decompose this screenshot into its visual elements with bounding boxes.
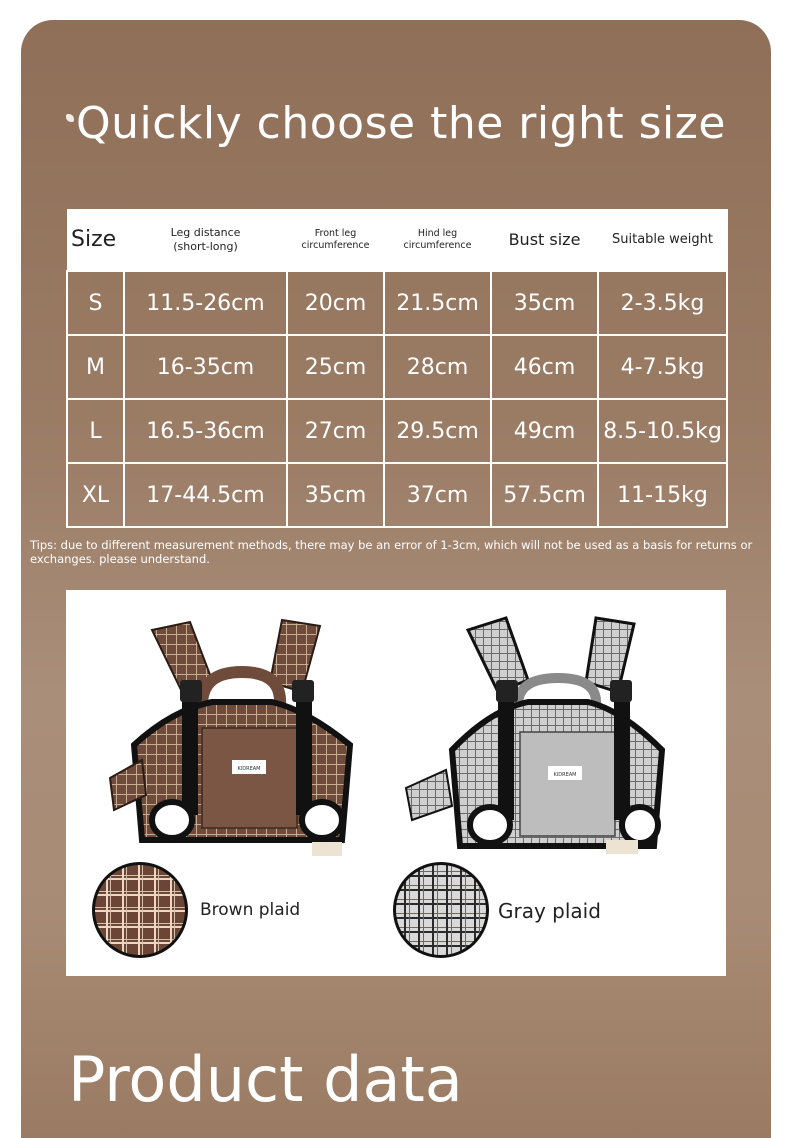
product-photo <box>66 590 726 976</box>
cell-hind: 28cm <box>384 335 491 399</box>
header-front-leg <box>287 209 384 271</box>
cell-size: L <box>67 399 124 463</box>
cell-bust: 35cm <box>491 271 598 335</box>
brown-plaid-label: Brown plaid <box>200 900 301 920</box>
section-title: Product data <box>68 1043 463 1116</box>
table-row <box>67 271 727 335</box>
header-front-leg-line1: Front leg <box>314 227 357 239</box>
header-bust: Bust size <box>491 209 598 271</box>
cell-weight: 4-7.5kg <box>598 335 727 399</box>
header-hind-leg-line2: circumference <box>403 239 472 251</box>
cell-weight: 11-15kg <box>598 463 727 527</box>
cell-size: M <box>67 335 124 399</box>
cell-bust: 46cm <box>491 335 598 399</box>
cell-leg: 16.5-36cm <box>124 399 287 463</box>
cell-size: XL <box>67 463 124 527</box>
title-bullet-icon <box>66 114 74 122</box>
table-row <box>67 399 727 463</box>
page-title: Quickly choose the right size <box>76 98 726 149</box>
table-row <box>67 463 727 527</box>
cell-front: 27cm <box>287 399 384 463</box>
header-weight: Suitable weight <box>598 209 727 271</box>
cell-front: 25cm <box>287 335 384 399</box>
gray-plaid-label: Gray plaid <box>498 899 601 923</box>
header-leg-distance <box>124 209 287 271</box>
cell-bust: 49cm <box>491 399 598 463</box>
cell-size: S <box>67 271 124 335</box>
cell-weight: 2-3.5kg <box>598 271 727 335</box>
brand-tag-gray: KIDREAM <box>553 772 577 778</box>
cell-bust: 57.5cm <box>491 463 598 527</box>
cell-leg: 11.5-26cm <box>124 271 287 335</box>
gray-plaid-swatch <box>393 862 489 958</box>
tips-note: Tips: due to different measurement methods, there may be an error of 1-3cm, which will not be used as a basis for returns or exchanges. please understand. <box>30 538 753 566</box>
header-hind-leg <box>384 209 491 271</box>
brown-plaid-swatch <box>92 862 188 958</box>
cell-leg: 16-35cm <box>124 335 287 399</box>
cell-leg: 17-44.5cm <box>124 463 287 527</box>
cell-hind: 21.5cm <box>384 271 491 335</box>
header-size: Size <box>67 209 124 271</box>
cell-hind: 37cm <box>384 463 491 527</box>
cell-front: 20cm <box>287 271 384 335</box>
brand-tag-brown: KIDREAM <box>237 766 261 772</box>
header-leg-distance-line1: Leg distance <box>170 225 241 239</box>
size-table-header-row <box>67 209 727 271</box>
gray-harness-image <box>400 610 670 870</box>
header-front-leg-line2: circumference <box>301 239 370 251</box>
header-hind-leg-line1: Hind leg <box>417 227 458 239</box>
header-leg-distance-line2: (short-long) <box>173 239 238 253</box>
table-row <box>67 335 727 399</box>
size-table <box>66 209 728 528</box>
cell-weight: 8.5-10.5kg <box>598 399 727 463</box>
brown-harness-image <box>102 610 372 870</box>
cell-hind: 29.5cm <box>384 399 491 463</box>
cell-front: 35cm <box>287 463 384 527</box>
